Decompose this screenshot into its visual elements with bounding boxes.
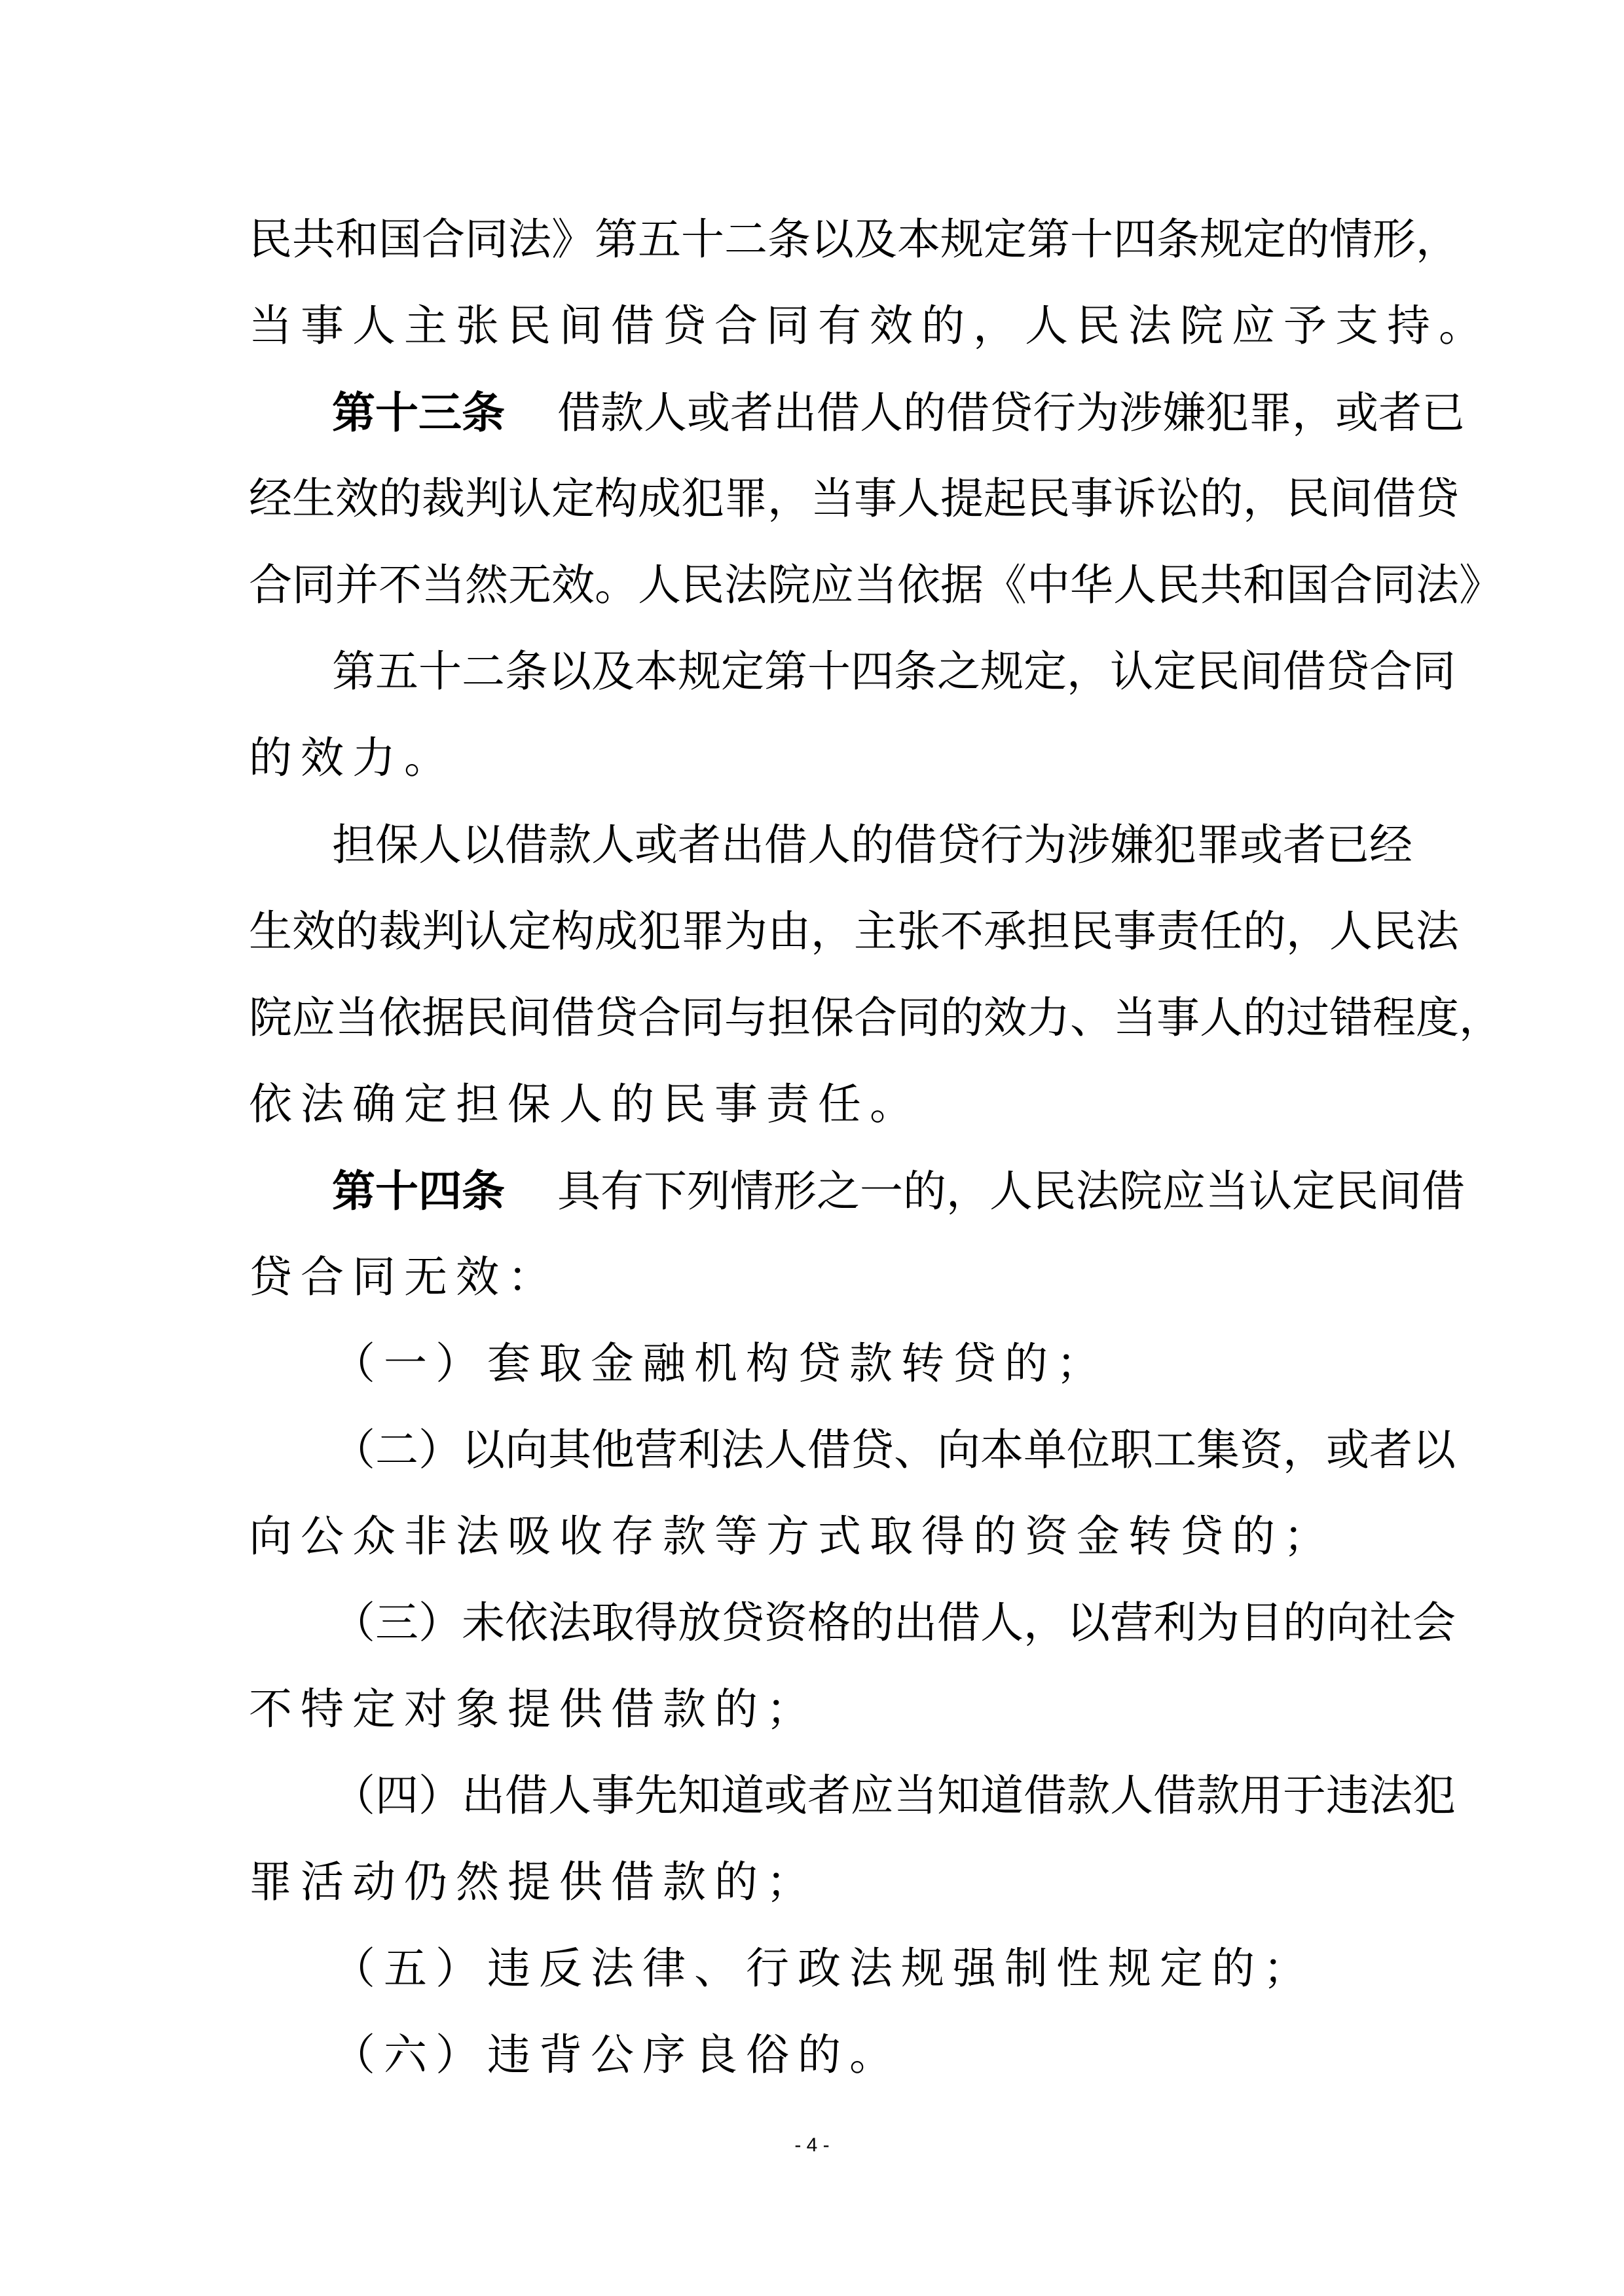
text-line: 生效的裁判认定构成犯罪为由，主张不承担民事责任的，人民法 [249, 906, 1459, 957]
list-item: （五）违反法律、行政法规强制性规定的； [332, 1943, 1315, 1994]
text-line: 当事人主张民间借贷合同有效的，人民法院应予支持。 [249, 301, 1490, 351]
text-line: 依法确定担保人的民事责任。 [249, 1079, 921, 1129]
text-line: 贷合同无效： [249, 1252, 559, 1302]
list-item: （四）出借人事先知道或者应当知道借款人借款用于违法犯 [332, 1770, 1456, 1821]
article-14-heading: 第十四条 [332, 1165, 505, 1216]
text-line: 向公众非法吸收存款等方式取得的资金转贷的； [249, 1511, 1335, 1561]
text-line: 第五十二条以及本规定第十四条之规定，认定民间借贷合同 [332, 646, 1456, 697]
text-line: 不特定对象提供借款的； [249, 1684, 818, 1734]
list-item: （三）未依法取得放贷资格的出借人，以营利为目的向社会 [332, 1597, 1456, 1648]
text-line: 经生效的裁判认定构成犯罪，当事人提起民事诉讼的，民间借贷 [249, 473, 1459, 524]
list-item: （六）违背公序良俗的。 [332, 2030, 901, 2080]
article-13-heading: 第十三条 [332, 387, 505, 438]
text-line: 担保人以借款人或者出借人的借贷行为涉嫌犯罪或者已经 [332, 820, 1412, 870]
text-line: 合同并不当然无效。人民法院应当依据《中华人民共和国合同法》 [249, 560, 1502, 610]
article-14-first-line [332, 1155, 1465, 1227]
text-line: 民共和国合同法》第五十二条以及本规定第十四条规定的情形， [249, 214, 1459, 264]
article-13-first-line [332, 376, 1465, 448]
text-line: 院应当依据民间借贷合同与担保合同的效力、当事人的过错程度， [249, 993, 1502, 1043]
text-line: 借款人或者出借人的借贷行为涉嫌犯罪，或者已 [557, 388, 1465, 438]
list-item: （一）套取金融机构贷款转贷的； [332, 1338, 1108, 1389]
list-item: （二）以向其他营利法人借贷、向本单位职工集资，或者以 [332, 1425, 1456, 1475]
text-line: 的效力。 [249, 733, 456, 783]
text-line: 罪活动仍然提供借款的； [249, 1857, 818, 1907]
text-line: 具有下列情形之一的，人民法院应当认定民间借 [557, 1166, 1465, 1216]
page-number: - 4 - [794, 2134, 830, 2156]
